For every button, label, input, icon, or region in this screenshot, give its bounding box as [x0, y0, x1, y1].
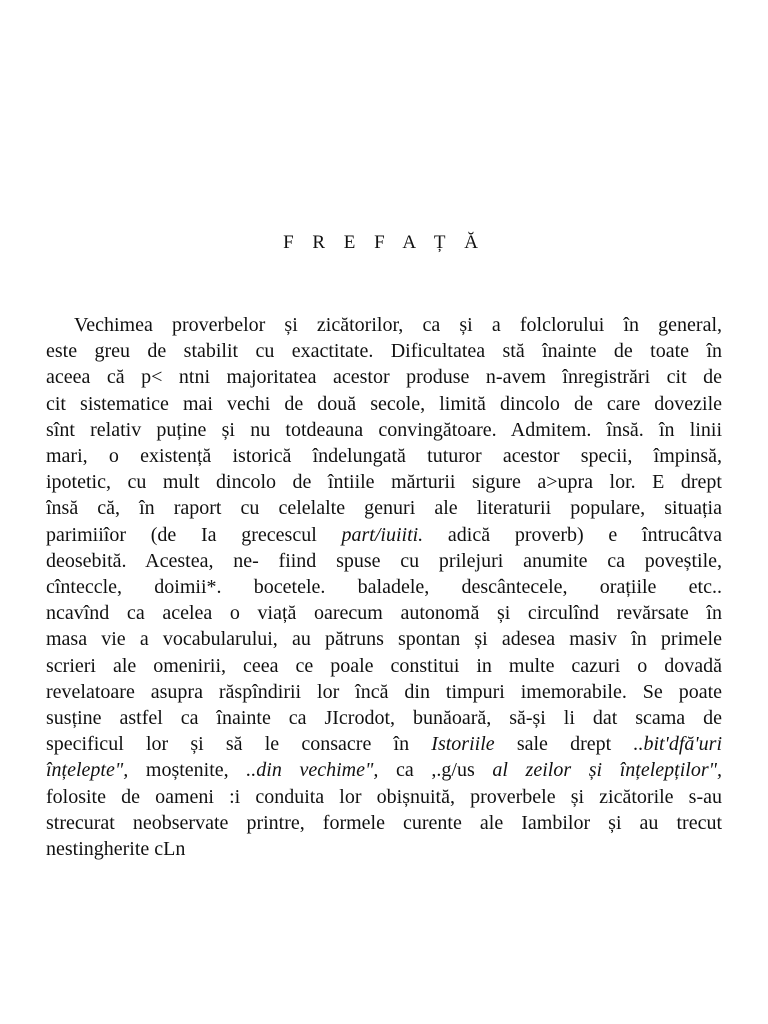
page-title: F R E F A Ț Ă — [283, 232, 485, 253]
text-line: scrieri ale omenirii, ceea ce poale constitui in multe cazuri o dovadă — [46, 654, 722, 677]
text-line: folosite de oameni :i conduita lor obișnuită, proverbele și zicătorile s-au — [46, 785, 722, 808]
italic-term: Istoriile — [431, 733, 495, 756]
italic-quote: înțelepte", — [46, 759, 129, 782]
text-run: parimiiîor (de Ia grecescul — [46, 523, 342, 546]
text-run: adică proverb) e întrucâtva — [423, 523, 722, 546]
text-line: susține astfel ca înainte ca JIcrodot, bunăoară, să-și li dat scama de — [46, 707, 722, 730]
preface-paragraph — [46, 312, 722, 862]
text-line: ipotetic, cu mult dincolo de întiile mărturii sigure a>upra lor. E drept — [46, 471, 722, 494]
text-line: este greu de stabilit cu exactitate. Dificultatea stă înainte de toate în — [46, 340, 722, 363]
text-run: moștenite, — [128, 759, 247, 782]
text-line: aceea că p< ntni majoritatea acestor produse n-avem înregistrări cit de — [46, 366, 722, 389]
text-line: masa vie a vocabularului, au pătruns spontan și adesea masiv în primele — [46, 628, 722, 651]
text-line: cînteccle, doimii*. bocetele. baladele, descântecele, orațiile etc.. — [46, 576, 722, 599]
text-line: revelatoare asupra răspîndirii lor încă din timpuri imemorabile. Se poate — [46, 680, 722, 703]
text-line: nestingherite cLn — [46, 838, 186, 861]
text-run: ca ,.g/us — [378, 759, 493, 782]
italic-quote: ..din vechime", — [246, 759, 379, 782]
text-line: sînt relativ puține și nu totdeauna convingătoare. Admitem. însă. în linii — [46, 418, 722, 441]
text-line: însă că, în raport cu celelalte genuri ale literaturii populare, situația — [46, 497, 722, 520]
italic-quote: ..bit'dfă'uri — [633, 733, 722, 756]
italic-quote: al zeilor și înțelepților", — [492, 759, 722, 782]
text-line: Vechimea proverbelor și zicătorilor, ca și a folclorului în general, — [74, 314, 722, 336]
text-line — [46, 522, 722, 548]
text-line: deosebită. Acestea, ne- fiind spuse cu prilejuri anumite ca poveștile, — [46, 549, 722, 572]
text-line: cit sistematice mai vechi de două secole, limită dincolo de care dovezile — [46, 392, 722, 415]
text-line: ncavînd ca acelea o viață oarecum autonomă și circulînd revărsate în — [46, 602, 722, 625]
text-line: strecurat neobservate printre, formele curente ale Iambilor și au trecut — [46, 811, 722, 834]
text-line: mari, o existență istorică îndelungată tuturor acestor specii, împinsă, — [46, 445, 722, 468]
text-run: sale drept — [494, 733, 634, 756]
text-line — [46, 757, 722, 783]
text-run: specificul lor și să le consacre în — [46, 733, 432, 756]
text-line — [46, 731, 722, 757]
italic-term: part/iuiiti. — [341, 523, 424, 546]
